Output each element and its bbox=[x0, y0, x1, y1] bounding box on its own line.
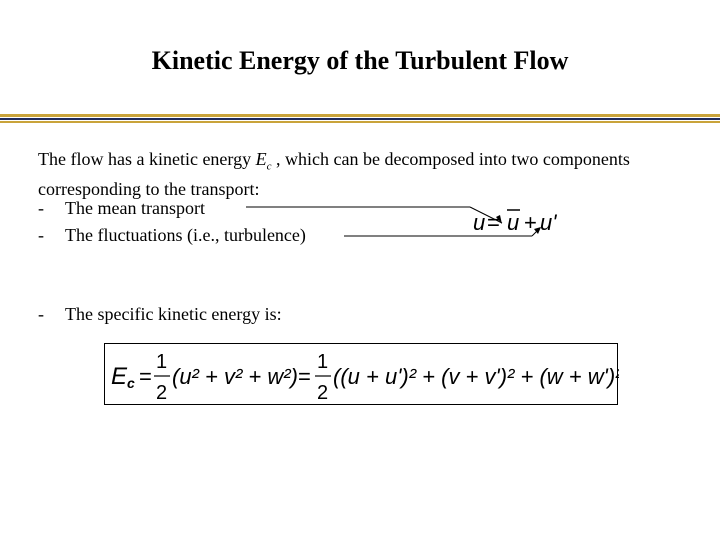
energy-sum-squares: (u² + v² + w²) bbox=[172, 364, 298, 389]
energy-equation-box bbox=[104, 343, 618, 405]
bullet-text: The fluctuations (i.e., turbulence) bbox=[65, 225, 306, 245]
slide-title: Kinetic Energy of the Turbulent Flow bbox=[151, 46, 569, 75]
bullet-text: The specific kinetic energy is: bbox=[65, 304, 282, 324]
bullet-dash: - bbox=[38, 225, 44, 245]
energy-lhs-sub: c bbox=[127, 375, 135, 391]
energy-equals-1: = bbox=[139, 364, 152, 389]
energy-lhs: E bbox=[111, 363, 128, 390]
energy-decomposed-terms: ((u + u')² + (v + v')² + (w + w')²) bbox=[333, 364, 619, 389]
decomp-equals: = bbox=[487, 210, 500, 235]
half-numerator-2: 1 bbox=[317, 351, 329, 373]
energy-equals-2: = bbox=[298, 364, 311, 389]
bullet-dash: - bbox=[38, 198, 44, 218]
energy-equation bbox=[105, 344, 619, 406]
half-numerator-1: 1 bbox=[156, 351, 168, 373]
bullet-dash: - bbox=[38, 304, 44, 324]
intro-text-start: The flow has a kinetic energy bbox=[38, 149, 256, 169]
decomp-plus: + bbox=[524, 210, 537, 235]
decomp-lhs: u bbox=[473, 210, 486, 235]
intro-text-end: , which can be decomposed into two components corresponding to the transport: bbox=[38, 149, 630, 199]
ec-symbol: E bbox=[255, 149, 267, 169]
ec-subscript: c bbox=[266, 160, 272, 173]
bullet-text: The mean transport bbox=[65, 198, 205, 218]
half-denominator-2: 2 bbox=[317, 382, 329, 404]
decomp-mean: u bbox=[507, 210, 520, 235]
half-denominator-1: 2 bbox=[156, 382, 168, 404]
decomp-fluct: u' bbox=[540, 210, 557, 235]
